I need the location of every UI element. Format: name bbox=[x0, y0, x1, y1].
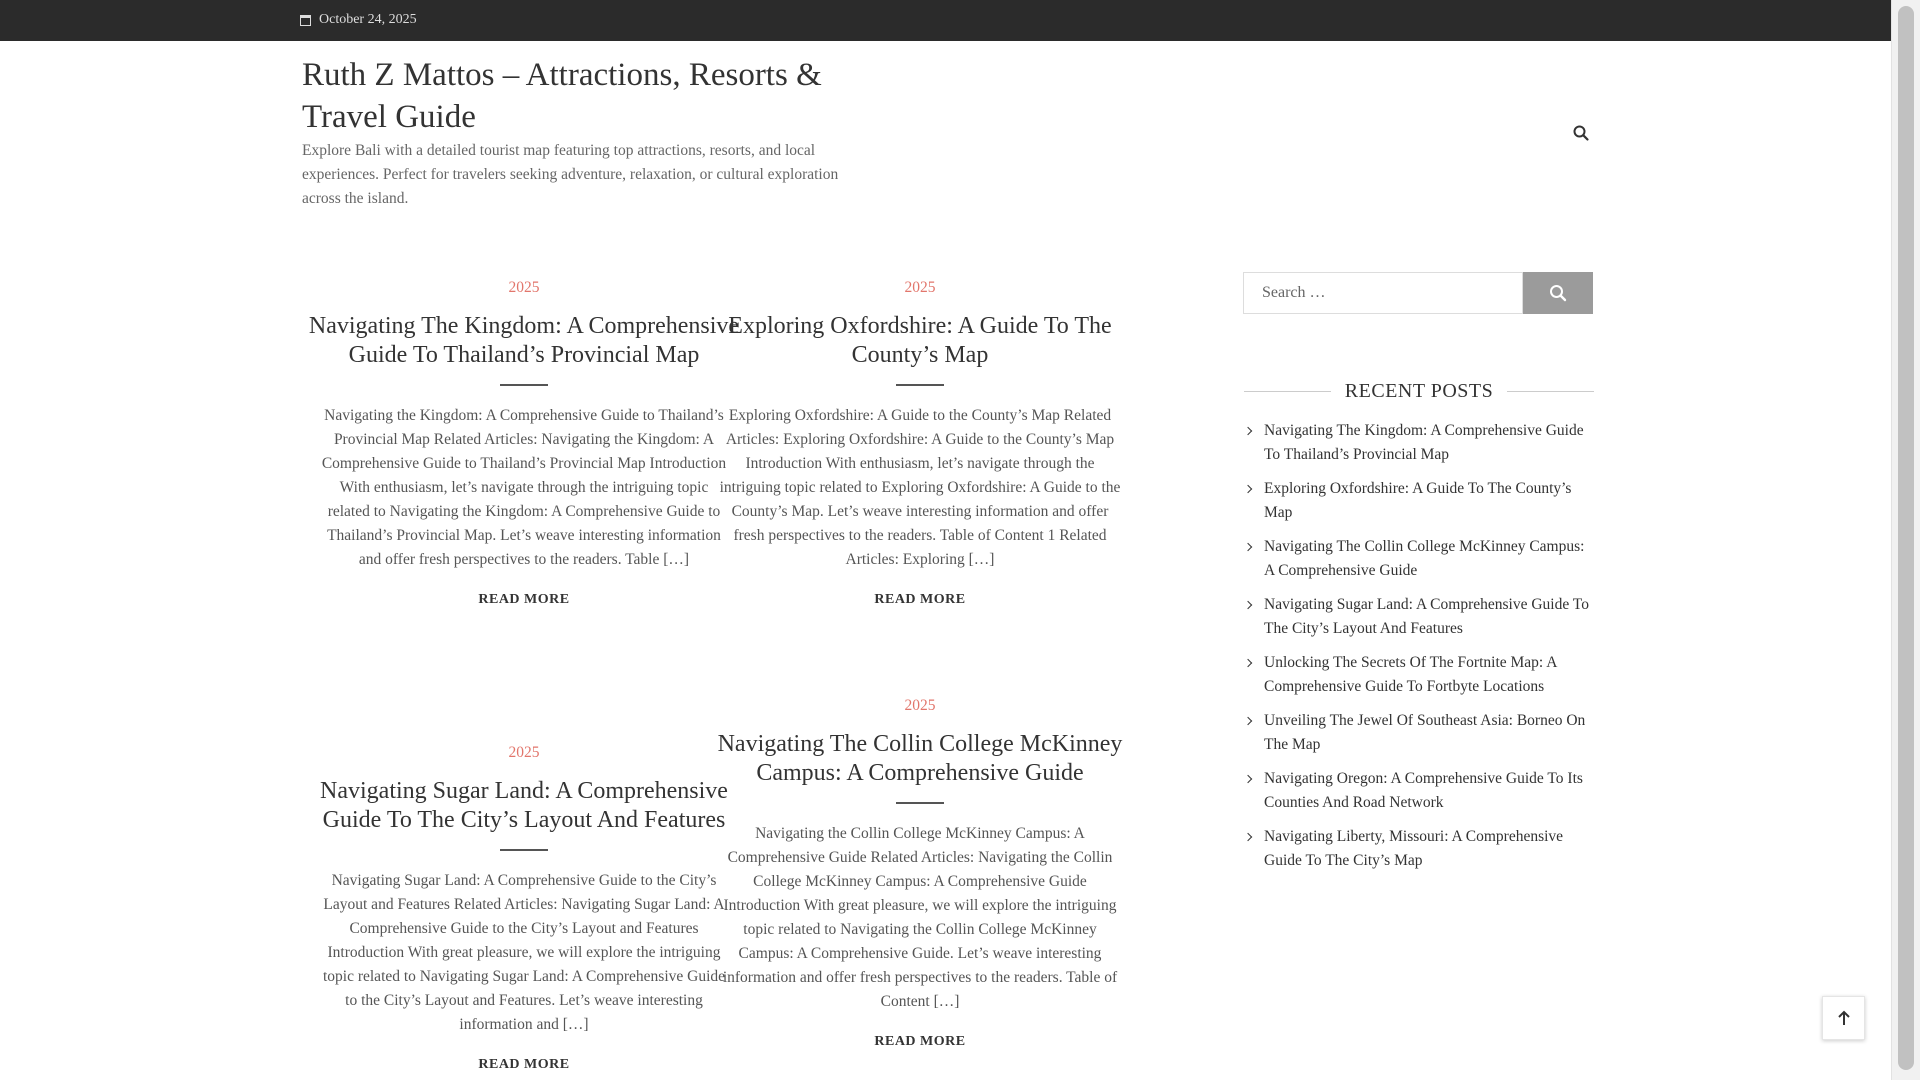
list-item bbox=[1244, 651, 1596, 699]
list-item bbox=[1244, 709, 1596, 757]
chevron-right-icon bbox=[1244, 601, 1252, 609]
recent-posts-list bbox=[1244, 419, 1596, 883]
recent-post-link[interactable]: Navigating The Collin College McKinney Campus: A Comprehensive Guide bbox=[1264, 538, 1585, 579]
recent-post-link[interactable]: Navigating Oregon: A Comprehensive Guide To Its Counties And Road Network bbox=[1264, 770, 1583, 811]
post-year[interactable]: 2025 bbox=[508, 744, 540, 761]
chevron-right-icon bbox=[1244, 717, 1252, 725]
recent-post-link[interactable]: Navigating The Kingdom: A Comprehensive Guide To Thailand’s Provincial Map bbox=[1264, 422, 1584, 463]
title-divider bbox=[500, 849, 548, 851]
post-year[interactable]: 2025 bbox=[508, 279, 540, 296]
top-bar bbox=[0, 0, 1891, 41]
read-more-link[interactable]: READ MORE bbox=[478, 592, 570, 607]
post-year[interactable]: 2025 bbox=[904, 279, 936, 296]
post-excerpt: Exploring Oxfordshire: A Guide to the County’s Map Related Articles: Exploring Oxfordshire: A Guide to the County’s Map Introduction With enthusiasm, let’s navigate through the intriguing topic related to Exploring Oxfordshire: A Guide to the County’s Map. Let’s weave interesting information and offer fresh perspectives to the readers. Table of Content 1 Related Articles: Exploring […] bbox=[719, 407, 1121, 568]
chevron-right-icon bbox=[1244, 833, 1252, 841]
recent-post-link[interactable]: Unveiling The Jewel Of Southeast Asia: Borneo On The Map bbox=[1264, 712, 1586, 753]
list-item bbox=[1244, 593, 1596, 641]
header-search-icon[interactable] bbox=[1572, 124, 1590, 142]
read-more-link[interactable]: READ MORE bbox=[874, 592, 966, 607]
chevron-right-icon bbox=[1244, 659, 1252, 667]
post-excerpt: Navigating the Kingdom: A Comprehensive Guide to Thailand’s Provincial Map Related Articles: Navigating the Kingdom: A Comprehensive Guide to Thailand’s Provincial Map Introduction With enthusiasm, let’s navigate through the intriguing topic related to Navigating the Kingdom: A Comprehensive Guide to Thailand’s Provincial Map. Let’s weave interesting information and offer fresh perspectives to the readers. Table […] bbox=[321, 407, 727, 568]
recent-post-link[interactable]: Unlocking The Secrets Of The Fortnite Map: A Comprehensive Guide To Fortbyte Locations bbox=[1264, 654, 1557, 695]
post-card bbox=[308, 278, 740, 608]
post-card bbox=[720, 278, 1120, 608]
list-item bbox=[1244, 825, 1596, 873]
post-excerpt: Navigating Sugar Land: A Comprehensive Guide to the City’s Layout and Features Related Articles: Navigating Sugar Land: A Comprehensive Guide to the City’s Layout and Features Introduction With great pleasure, we will explore the intriguing topic related to Navigating Sugar Land: A Comprehensive Guide to the City’s Layout and Features. Let’s weave interesting information and […] bbox=[322, 872, 726, 1033]
post-card bbox=[717, 696, 1123, 1050]
date-display bbox=[300, 12, 417, 28]
recent-posts-title: RECENT POSTS bbox=[1344, 380, 1494, 402]
post-year[interactable]: 2025 bbox=[904, 697, 936, 714]
title-divider bbox=[500, 384, 548, 386]
post-excerpt: Navigating the Collin College McKinney Campus: A Comprehensive Guide Related Articles: Navigating the Collin College McKinney Campus: A Comprehensive Guide Introduction With great pleasure, we will explore the intriguing topic related to Navigating the Collin College McKinney Campus: A Comprehensive Guide. Let’s weave interesting information and offer fresh perspectives to the readers. Table of Content […] bbox=[722, 825, 1118, 1010]
sidebar-search-form bbox=[1243, 272, 1593, 314]
recent-post-link[interactable]: Navigating Liberty, Missouri: A Comprehensive Guide To The City’s Map bbox=[1264, 828, 1564, 869]
search-icon bbox=[1548, 283, 1568, 303]
recent-posts-heading bbox=[1244, 380, 1594, 403]
site-description: Explore Bali with a detailed tourist map featuring top attractions, resorts, and local experiences. Perfect for travelers seeking adventure, relaxation, or cultural exploration across the island. bbox=[302, 142, 839, 207]
read-more-link[interactable]: READ MORE bbox=[478, 1057, 570, 1072]
title-divider bbox=[896, 802, 944, 804]
post-title[interactable]: Navigating The Kingdom: A Comprehensive Guide To Thailand’s Provincial Map bbox=[308, 313, 740, 368]
date-text: October 24, 2025 bbox=[319, 12, 417, 27]
chevron-right-icon bbox=[1244, 775, 1252, 783]
calendar-icon bbox=[300, 15, 311, 26]
scrollbar-thumb[interactable] bbox=[1898, 6, 1914, 1070]
chevron-right-icon bbox=[1244, 427, 1252, 435]
post-title[interactable]: Navigating Sugar Land: A Comprehensive Guide To The City’s Layout And Features bbox=[320, 778, 728, 833]
chevron-right-icon bbox=[1244, 485, 1252, 493]
site-title[interactable]: Ruth Z Mattos – Attractions, Resorts & Travel Guide bbox=[302, 57, 822, 135]
scrollbar[interactable] bbox=[1891, 0, 1920, 1080]
scroll-to-top-button[interactable] bbox=[1822, 996, 1865, 1040]
recent-post-link[interactable]: Exploring Oxfordshire: A Guide To The County’s Map bbox=[1264, 480, 1572, 521]
recent-post-link[interactable]: Navigating Sugar Land: A Comprehensive Guide To The City’s Layout And Features bbox=[1264, 596, 1589, 637]
heading-rule-right bbox=[1507, 391, 1594, 392]
search-input[interactable] bbox=[1243, 272, 1523, 314]
list-item bbox=[1244, 477, 1596, 525]
list-item bbox=[1244, 419, 1596, 467]
chevron-right-icon bbox=[1244, 543, 1252, 551]
post-card bbox=[320, 743, 728, 1073]
list-item bbox=[1244, 767, 1596, 815]
heading-rule-left bbox=[1244, 391, 1331, 392]
arrow-up-icon bbox=[1836, 1009, 1852, 1027]
read-more-link[interactable]: READ MORE bbox=[874, 1034, 966, 1049]
post-title[interactable]: Navigating The Collin College McKinney Campus: A Comprehensive Guide bbox=[717, 731, 1123, 786]
post-title[interactable]: Exploring Oxfordshire: A Guide To The County’s Map bbox=[728, 313, 1112, 368]
search-button[interactable] bbox=[1523, 272, 1593, 314]
list-item bbox=[1244, 535, 1596, 583]
title-divider bbox=[896, 384, 944, 386]
